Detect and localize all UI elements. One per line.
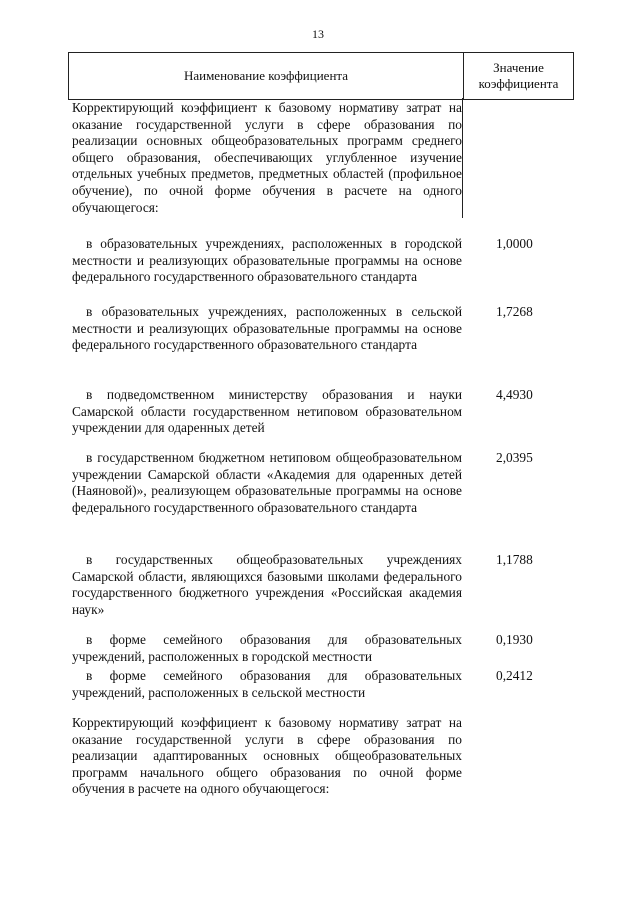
header-name: Наименование коэффициента [183, 68, 349, 83]
row-value-1: 1,0000 [496, 236, 533, 251]
row-text-2: в образовательных учреждениях, расположенных в сельской местности и реализующих образовательные программы на основе федерального государственного образовательного стандарта [72, 304, 462, 353]
row-text-1: в образовательных учреждениях, расположенных в городской местности и реализующих образовательные программы на основе федерального государственного образовательного стандарта [72, 236, 462, 285]
header-value [464, 53, 573, 99]
intro-paragraph-2: Корректирующий коэффициент к базовому нормативу затрат на оказание государственной услуги в сфере образования по реализации адаптированных основных общеобразовательных программ начального общего образования по очной форме обучения в расчете на одного обучающегося: [72, 715, 462, 797]
row-text-3: в подведомственном министерству образования и науки Самарской области государственном нетиповом образовательном учреждении для одаренных детей [72, 387, 462, 436]
row-value-5: 1,1788 [496, 552, 533, 567]
page-number: 13 [312, 27, 324, 41]
row-value-6: 0,1930 [496, 632, 533, 647]
row-text-7: в форме семейного образования для образовательных учреждений, расположенных в сельской местности [72, 668, 462, 700]
row-text-4: в государственном бюджетном нетиповом общеобразовательном учреждении Самарской области «Академия для одаренных детей (Наяновой)», реализующем образовательные программы на основе федерального государственного образовательного стандарта [72, 450, 462, 515]
column-divider [462, 98, 463, 218]
row-value-3: 4,4930 [496, 387, 533, 402]
intro-paragraph-1: Корректирующий коэффициент к базовому нормативу затрат на оказание государственной услуги в сфере образования по реализации основных общеобразовательных программ среднего общего образования, обеспечивающих углубленное изучение отдельных учебных предметов, предметных областей (профильное обучение), по очной форме обучения в расчете на одного обучающегося: [72, 100, 462, 215]
row-value-2: 1,7268 [496, 304, 533, 319]
row-value-4: 2,0395 [496, 450, 533, 465]
coefficients-table [68, 52, 574, 832]
table-header [68, 52, 574, 100]
row-text-5: в государственных общеобразовательных учреждениях Самарской области, являющихся базовыми школами федерального государственного бюджетного учреждения «Российская академия наук» [72, 552, 462, 617]
row-value-7: 0,2412 [496, 668, 533, 683]
header-value-line1: Значение [493, 60, 544, 75]
row-text-6: в форме семейного образования для образовательных учреждений, расположенных в городской местности [72, 632, 462, 664]
header-value-line2: коэффициента [478, 76, 559, 91]
